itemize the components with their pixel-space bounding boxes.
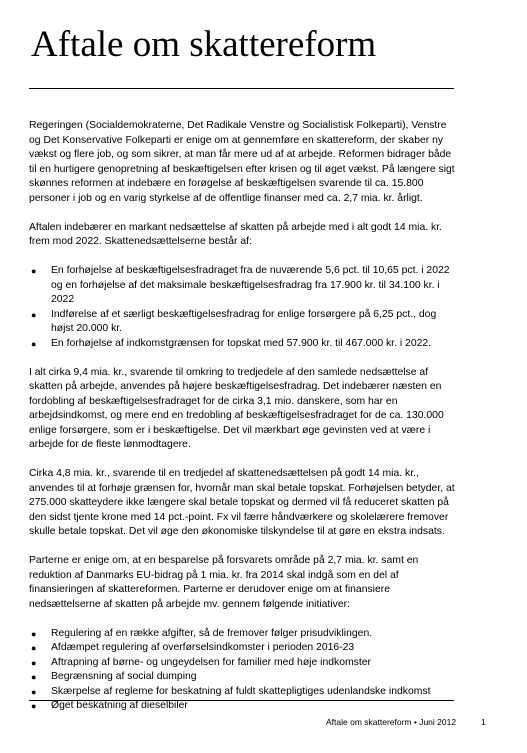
bullet-icon: ● bbox=[31, 686, 37, 697]
list-item-text: Skærpelse af reglerne for beskatning af fuldt skattepligtiges udenlandske indkomst bbox=[51, 685, 431, 697]
bullet-icon: ● bbox=[31, 672, 37, 682]
bullet-icon: ● bbox=[31, 643, 37, 653]
list-item-text: Afdæmpet regulering af overførselsindkomster i perioden 2016-23 bbox=[51, 642, 355, 653]
list-item-text: En forhøjelse af indkomstgrænsen for topskat med 57.900 kr. til 467.000 kr. i 2022. bbox=[51, 337, 432, 349]
bullet-icon: ● bbox=[31, 266, 37, 276]
paragraph-employment-deduction: I alt cirka 9,4 mia. kr., svarende til omkring to tredjedele af den samlede nedsættelse af skatten på arbejde, anvendes på højere beskæftigelsesfradrag. Det indebærer næsten en fordobling af beskæftigelsesfradraget for de cirka 3,1 mio. danskere, som har en arbejdsindkomst, og mere end en tredobling af beskæftigelsesfradraget for de ca. 130.000 enlige forsørgere, som er i beskæftigelse. Det vil mærkbart øge gevinsten ved at være i arbejde for de fleste lønmodtagere. bbox=[29, 366, 444, 450]
bullet-icon: ● bbox=[31, 657, 37, 668]
list-item bbox=[29, 337, 455, 352]
bullet-icon: ● bbox=[31, 309, 37, 320]
list-item bbox=[29, 685, 455, 700]
footer-text: Aftale om skattereform • Juni 2012 bbox=[326, 717, 457, 727]
document-title: Aftale om skattereform bbox=[31, 24, 377, 65]
footer-divider bbox=[29, 700, 454, 701]
paragraph-top-tax: Cirka 4,8 mia. kr., svarende til en tredjedel af skattenedsættelsen på godt 14 mia. kr., anvendes til at forhøje grænsen for, hvornår man skal betale topskat. Forhøjelsen betyder, at 275.000 skatteydere ikke længere skal betale topskat og dermed vil få reduceret skatten på den sidst tjente krone med 14 pct.-point. Fx vil færre håndværkere og skolelærere fremover skulle betale topskat. Det vil øge den økonomiske tilskyndelse til at gøre en ekstra indsats. bbox=[29, 468, 455, 537]
list-item-text: En forhøjelse af beskæftigelsesfradraget fra de nuværende 5,6 pct. til 10,65 pct. i 2022 og en forhøjelse af det maksimale beskæftigelsesfradrag fra 17.900 kr. til 34.100 kr. i 2022 bbox=[51, 265, 450, 305]
list-item-text: Begrænsning af social dumping bbox=[51, 671, 197, 682]
paragraph-intro: Regeringen (Socialdemokraterne, Det Radikale Venstre og Socialistisk Folkeparti), Venstre og Det Konservative Folkeparti er enige om at gennemføre en skattereform, der skaber ny vækst og flere job, og som sikrer, at man får mere ud af at arbejde. Reformen bidrager både til en hurtigere genopretning af beskæftigelsen efter krisen og til øget vækst. På længere sigt skønnes reformen at indebære en forøgelse af beskæftigelsen svarende til ca. 15.800 personer i job og en varig styrkelse af de offentlige finanser med ca. 2,7 mia. kr. årligt. bbox=[29, 120, 455, 204]
bullet-icon: ● bbox=[31, 628, 37, 639]
tax-cut-list bbox=[29, 264, 455, 351]
list-item bbox=[29, 670, 455, 685]
paragraph-financing: Parterne er enige om, at en besparelse på forsvarets område på 2,7 mia. kr. samt en reduktion af Danmarks EU-bidrag på 1 mia. kr. fra 2014 skal indgå som en del af finansieringen af skattereformen. Parterne er derudover enige om at finansiere nedsættelserne af skatten på arbejde mv. gennem følgende initiativer: bbox=[29, 555, 419, 610]
list-item bbox=[29, 641, 455, 656]
page-number: 1 bbox=[481, 717, 486, 727]
document-body bbox=[29, 119, 455, 728]
list-item bbox=[29, 656, 455, 671]
list-item bbox=[29, 308, 455, 337]
list-item-text: Regulering af en række afgifter, så de fremover følger prisudviklingen. bbox=[51, 627, 373, 639]
list-item bbox=[29, 627, 455, 642]
paragraph-agreement: Aftalen indebærer en markant nedsættelse af skatten på arbejde med i alt godt 14 mia. kr. frem mod 2022. Skattenedsættelserne består af: bbox=[29, 221, 442, 247]
list-item bbox=[29, 699, 455, 714]
bullet-icon: ● bbox=[31, 338, 37, 349]
list-item bbox=[29, 264, 455, 308]
title-divider bbox=[29, 88, 454, 89]
list-item-text: Indførelse af et særligt beskæftigelsesfradrag for enlige forsørgere på 6,25 pct., dog højst 20.000 kr. bbox=[51, 308, 437, 334]
bullet-icon: ● bbox=[31, 701, 37, 711]
list-item-text: Øget beskatning af dieselbiler bbox=[51, 700, 188, 711]
list-item-text: Aftrapning af børne- og ungeydelsen for familier med høje indkomster bbox=[51, 656, 371, 668]
